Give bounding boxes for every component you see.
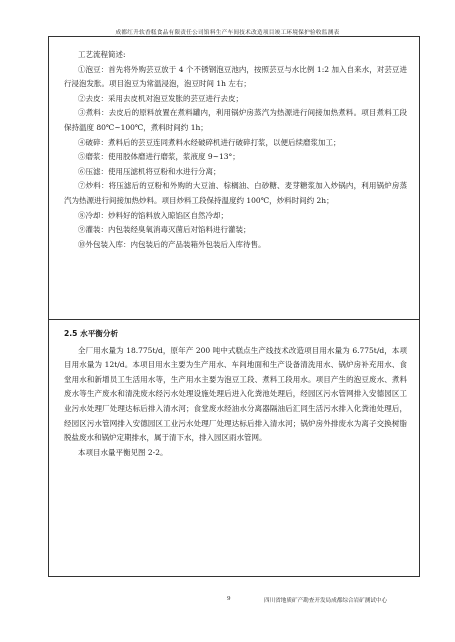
content-frame xyxy=(48,36,420,577)
water-section-title: 2.5 水平衡分析 xyxy=(64,329,119,338)
process-step-cool: ⑧冷却：炒料好的馅料放入晾馅区自然冷却； xyxy=(78,210,228,220)
process-step-fry: ⑦炒料：将压滤后的豆粉和外购的大豆油、棕榈油、白砂糖、麦芽糖浆加入炒锅内，利用锅炉房蒸汽为热源进行间接加热炒料。项目炒料工段保持温度约 100℃，炒料时间约 2h； xyxy=(64,181,407,205)
process-step-cook: ③煮料：去皮后的原料放置在煮料罐内，利用锅炉房蒸汽为热源进行间接加热煮料。项目煮料工段保持温度 80℃~100℃，煮料时间约 1h； xyxy=(64,108,407,132)
process-step-soak: ①泡豆：首先将外购芸豆放于 4 个不锈钢泡豆池内，按照芸豆与水比例 1:2 加入自来水，对芸豆进行浸泡发胀。项目泡豆为常温浸泡，泡豆时间 1h 左右； xyxy=(64,64,407,89)
process-section-title: 工艺流程简述: xyxy=(78,50,126,59)
report-header-title: 成都红升软香糕食品有限责任公司馅料生产车间技术改造项目竣工环境保护验收监测表 xyxy=(115,30,340,36)
process-step-grind: ⑤磨浆：使用胶体磨进行磨浆，浆液度 9~13°； xyxy=(78,152,240,162)
section-divider xyxy=(49,319,419,320)
process-section xyxy=(64,48,407,252)
process-step-press: ⑥压滤：使用压滤机将豆粉和水进行分离； xyxy=(78,166,221,176)
water-balance-paragraph: 全厂用水量为 18.775t/d，原年产 200 吨中式糕点生产线技术改造项目用水量为 6.775t/d，本项目用水量为 12t/d。本项目用水主要为生产用水、车间地面和生产设备清洗用水、锅炉房补充用水、食堂用水和新增员工生活用水等，生产用水主要为泡豆工段、煮料工段用水。项目产生的泡豆废水、煮料废水等生产废水和清洗废水经污水处理设施处理后进入化粪池处理后，经园区污水管网排入安德园区工业污水处理厂处理达标后排入清水河；食堂废水经油水分离器隔油后汇同生活污水排入化粪池处理后，经园区污水管网排入安德园区工业污水处理厂处理达标后排入清水河；锅炉房外排废水为离子交换树脂脱盐废水和锅炉定期排水，属于清下水，排入园区雨水管网。 xyxy=(64,345,407,443)
footer-organization: 四川省地质矿产勘查开发局成都综合岩矿测试中心 xyxy=(264,598,388,604)
process-step-crush: ④破碎：煮料后的芸豆连同煮料水经破碎机进行破碎打浆，以便后续磨浆加工； xyxy=(78,137,341,147)
water-balance-figure-ref: 本项目水量平衡见图 2-2。 xyxy=(78,447,168,457)
water-section xyxy=(64,327,407,460)
page-number: 9 xyxy=(227,596,231,602)
process-step-fill: ⑨灌装：内包装经臭氧消毒灭菌后对馅料进行灌装； xyxy=(78,225,251,235)
process-step-pack: ⑩外包装入库：内包装后的产品装箱外包装后入库待售。 xyxy=(78,239,266,249)
process-step-peel: ②去皮：采用去皮机对泡豆发胀的芸豆进行去皮； xyxy=(78,93,243,103)
